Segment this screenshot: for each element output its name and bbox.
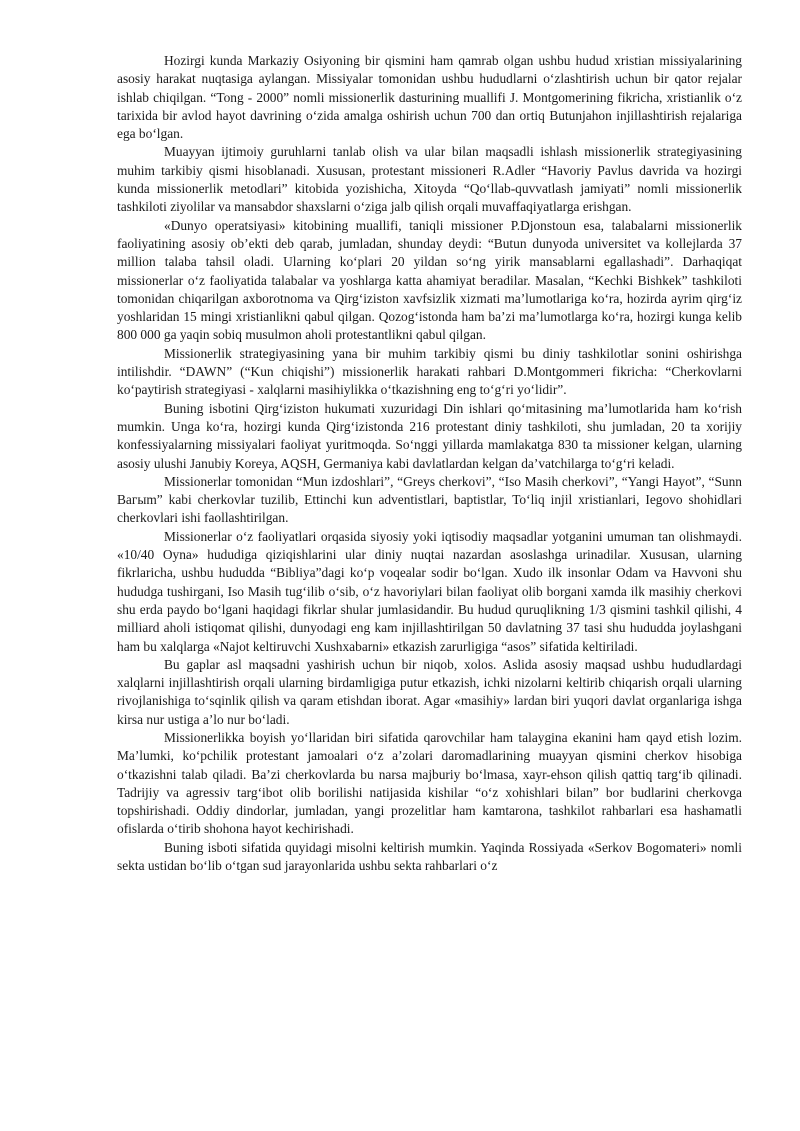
paragraph: Bu gaplar asl maqsadni yashirish uchun bir niqob, xolos. Aslida asosiy maqsad ushbu hududlardagi xalqlarni injillashtirish orqali ularning birdamligiga putur etkazish, ichki nizolarni keltirib chiqarish orqali ularning rivojlanishiga toʻsqinlik qilish va qaram etishdan iborat. Agar «masihiy» lardan biri yuqori davlat organlariga ishga kirsa nur ustiga aʼlo nur boʻladi. — [117, 656, 742, 727]
paragraph: Missionerlar oʻz faoliyatlari orqasida siyosiy yoki iqtisodiy maqsadlar yotganini umuman tan olishmaydi. «10/40 Oyna» hududiga qiziqishlarini ular diniy nuqtai nazardan asoslashga urinadilar. Xususan, ularning fikrlaricha, ushbu hududda “Bibliya”dagi koʻp voqealar sodir boʻlgan. Xudo ilk insonlar Odam va Havvoni shu hududga tushirgani, Iso Masih tugʻilib oʻsib, oʻz havoriylari bilan faoliyat olib borgani xamda ilk masihiy cherkovi shu erda paydo boʻlgani haqidagi fikrlar shular jumlasidandir. Bu hudud quruqlikning 1/3 qismini tashkil qilishi, 4 milliard aholi istiqomat qilishi, dunyodagi eng kam injillashtirilgan 50 davlatning 37 tasi shu hududda joylashgani ham bu xalqlarga «Najot keltiruvchi Xushxabarni» etkazish zarurligiga “asos” sifatida keltiriladi. — [117, 528, 742, 654]
paragraph: «Dunyo operatsiyasi» kitobining muallifi, taniqli missioner P.Djonstoun esa, talabalarni missionerlik faoliyatining asosiy obʼekti deb qarab, jumladan, shunday deydi: “Butun dunyoda universitet va kollejlarda 37 million talaba tahsil oladi. Ularning koʻplari 20 yildan soʻng yirik mansablarni egallashadi”. Darhaqiqat missionerlar oʻz faoliyatida talabalar va yoshlarga katta ahamiyat beradilar. Masalan, “Kechki Bishkek” tashkiloti tomonidan chiqarilgan axborotnoma va Qirgʻiziston xavfsizlik xizmati maʼlumotlariga koʻra, hozirda ayrim qirgʻiz yoshlaridan 15 mingi xristianlikni qabul qilgan. Qozogʻistonda ham baʼzi maʼlumotlarga koʻra, hozirgi kunga kelib 800 000 ga yaqin sobiq musulmon aholi protestantlikni qabul qilgan. — [117, 217, 742, 343]
paragraph-last: Buning isboti sifatida quyidagi misolni keltirish mumkin. Yaqinda Rossiyada «Serkov Bogomateri» nomli sekta ustidan boʻlib oʻtgan sud jarayonlarida ushbu sekta rahbarlari oʻz — [117, 839, 742, 874]
document-body — [117, 52, 742, 875]
paragraph: Buning isbotini Qirgʻiziston hukumati xuzuridagi Din ishlari qoʻmitasining maʼlumotlarida ham koʻrish mumkin. Unga koʻra, hozirgi kunda Qirgʻizistonda 216 protestant diniy tashkiloti, shu jumladan, 20 ta xorijiy konfessiyalarning missiyalari faoliyat yuritmoqda. Soʻnggi yillarda mamlakatga 830 ta missioner kelgan, ularning asosiy ulushi Janubiy Koreya, AQSH, Germaniya kabi davlatlardan kelgan daʼvatchilarga toʻgʻri keladi. — [117, 400, 742, 471]
paragraph: Missionerlikka boyish yoʻllaridan biri sifatida qarovchilar ham talaygina ekanini ham qayd etish lozim. Maʼlumki, koʻpchilik protestant jamoalari oʻz aʼzolari daromadlarining muayyan qismini cherkov hisobiga oʻtkazishni talab qiladi. Baʼzi cherkovlarda bu narsa majburiy boʻlmasa, xayr-ehson qilish qattiq targʻib qilinadi. Tadrijiy va agressiv targʻibot olib borilishi natijasida kishilar “oʻz xohishlari bilan” bor budlarini cherkovga topshirishadi. Oddiy dindorlar, jumladan, yangi prozelitlar ham kamtarona, tashkilot rahbarlari esa hashamatli ofislarda oʻtirib shohona hayot kechirishadi. — [117, 729, 742, 837]
paragraph: Muayyan ijtimoiy guruhlarni tanlab olish va ular bilan maqsadli ishlash missionerlik strategiyasining muhim tarkibiy qismi hisoblanadi. Xususan, protestant missioneri R.Adler “Havoriy Pavlus davrida va hozirgi kunda missionerlik metodlari” kitobida yozishicha, Xitoyda “Qoʻllab-quvvatlash jamiyati” nomli missionerlik tashkiloti ziyolilar va mansabdor shaxslarni oʻziga jalb qilish orqali muvaffaqiyatlarga erishgan. — [117, 144, 742, 215]
paragraph: Hozirgi kunda Markaziy Osiyoning bir qismini ham qamrab olgan ushbu hudud xristian missiyalarining asosiy harakat nuqtasiga aylangan. Missiyalar tomonidan ushbu hududlarni oʻzlashtirish uchun bir qator rejalar ishlab chiqilgan. “Tong - 2000” nomli missionerlik dasturining muallifi J. Montgomerining fikricha, xristianlik oʻz tarixida bir avlod hayot davrining oʻzida amalga oshirish uchun 700 dan ortiq Butunjahon injillashtirish rejalariga ega boʻlgan. — [117, 53, 742, 142]
paragraph: Missionerlik strategiyasining yana bir muhim tarkibiy qismi bu diniy tashkilotlar sonini oshirishga intilishdir. “DAWN” (“Kun chiqishi”) missionerlik harakati rahbari D.Montgommeri fikricha: “Cherkovlarni koʻpaytirish strategiyasi - xalqlarni masihiylikka oʻtkazishning eng toʻgʻri yoʻlidir”. — [117, 345, 742, 398]
paragraph: Missionerlar tomonidan “Mun izdoshlari”, “Greys cherkovi”, “Iso Masih cherkovi”, “Yangi Hayot”, “Sunn Вагыm” kabi cherkovlar tuzilib, Ettinchi kun adventistlari, baptistlar, Toʻliq injil xristianlari, Iegovo shohidlari cherkovlari ishi faollashtirilgan. — [117, 473, 742, 526]
